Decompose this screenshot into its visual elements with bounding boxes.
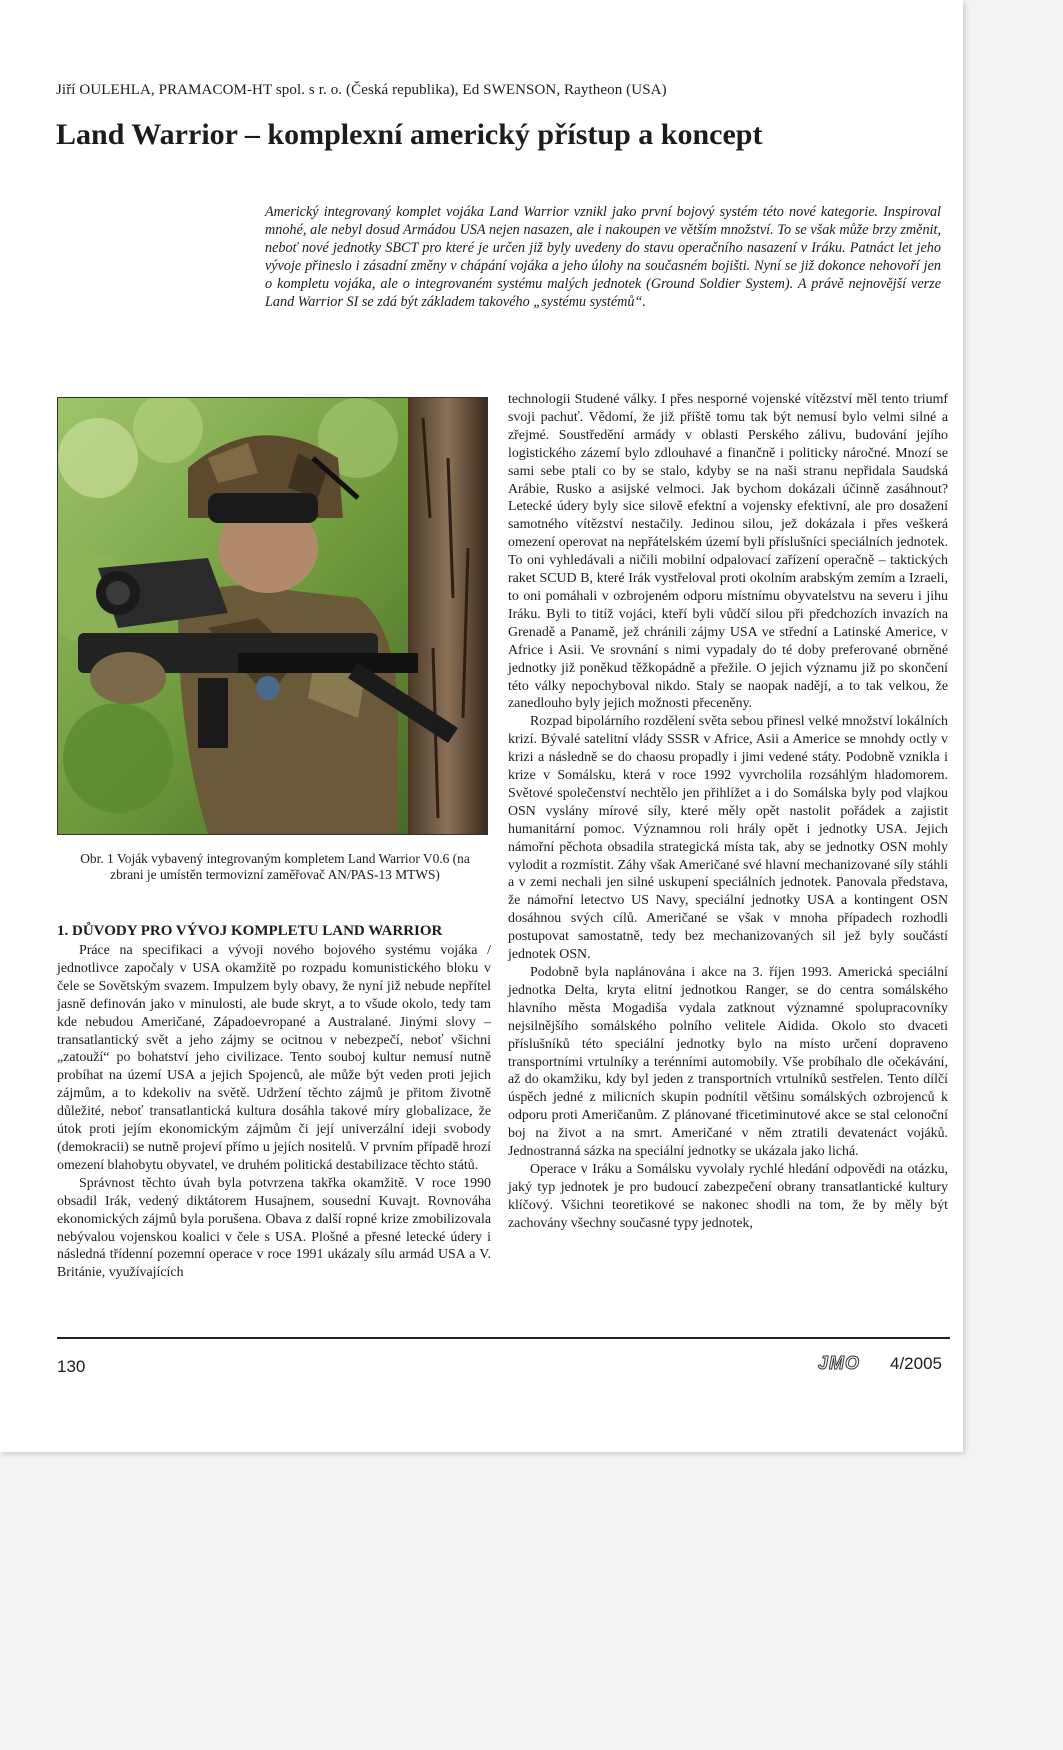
paragraph: Rozpad bipolárního rozdělení světa sebou přinesl velké množství lokálních krizí. Bývalé satelitní vlády SSSR v Africe, Asii a Americe se mnohdy octly v krizi a následně se do chaosu propadly i jimi vedené státy. Podobně vznikla i krize v Somálsku, která v roce 1992 vyvrcholila rozsáhlým hladomorem. Světové společenství nechtělo jen přihlížet a i do Somálska byly pod vlajkou OSN vyslány mírové síly, které měly opět nastolit pořádek a zajistit humanitární pomoc. Významnou roli hrály opět i jednotky USA. Jejich námořní pěchota obsadila strategická místa tak, aby se jednotky OSN mohly vylodit a rozmístit. Záhy však Američané své hlavní mechanizované síly stáhli a v zemi nechali jen silné uskupení speciálních jednotek. Panovala představa, že námořní letectvo US Navy, speciální jednotky USA a kontingent OSN dosáhnou svých cílů. Američané se však v mnoha případech rozhodli postupovat samostatně, tedy bez mechanizovaných sil jež byly součástí jednotek OSN. — [508, 714, 948, 963]
paragraph: technologii Studené války. I přes nesporné vojenské vítězství měl tento triumf svoji pachuť. Vědomí, že již příště tomu tak být nemusí bylo velmi silné a zřejmé. Soustředění armády v oblasti Perského zálivu, budování jejího logistického zázemí bylo zdlouhavé a finančně i politicky náročné. Mnozí se sami sebe ptali co by se stalo, kdyby se na naši stranu nepřidala Saudská Arábie, Rusko a asijské velmoci. Jak bychom dokázali účinně zasáhnout? Letecké údery byly sice silově efektní a vojensky efektivní, ale pro dosažení samotného vítězství nestačily. Jedinou silou, jež dokázala i přes veškerá omezení operovat na nepřátelském území byli příslušníci speciálních jednotek. To oni vyhledávali a ničili mobilní odpalovací zařízení operačně – taktických raket SCUD B, které Irák vystřeloval proti okolním arabským zemím a Izraeli, to oni pomáhali v ozbrojeném odporu místnímu obyvatelstvu na severu i jihu Iráku. Byli to titíž vojáci, kteří byli vůdčí silou při předchozích invazích na Grenadě a Panamě, jež chránili zájmy USA ve střední a Latinské Americe, v Africe i Asii. Ve srovnání s nimi vypadaly do té doby preferované obrněné jednotky již poněkud těžkopádně a přežile. O jejich významu již po skončení této války nepochyboval nikdo. Staly se naopak nadějí, a to tak velkou, že zanedlouho byly jejich možnosti přeceněny. — [508, 392, 948, 712]
paragraph: Podobně byla naplánována i akce na 3. říjen 1993. Americká speciální jednotka Delta, kryta elitní jednotkou Ranger, se do centra somálského hlavního města Mogadiša vydala zatknout významné spolupracovníky nejsilnějšího somálského polního velitele Aidida. Okolo sto dvaceti příslušníků této speciální jednotky bylo na místo určení dopraveno transportními vrtulníky a terénními automobily. Vše probíhalo dle očekávání, až do okamžiku, kdy byl jeden z transportních vrtulníků sestřelen. Tento dílčí úspěch jedné z milicních skupin podnítil většinu somálských ozbrojenců k odporu proti Američanům. Z plánované třicetiminutové akce se stal celonoční boj na život a na smrt. Američané v něm ztratili devatenáct vojáků. Jednostranná sázka na speciální jednotky se ukázala jako lichá. — [508, 965, 948, 1160]
paragraph: Práce na specifikaci a vývoji nového bojového systému vojáka / jednotlivce započaly v USA okamžitě po rozpadu komunistického bloku v čele se Sovětským svazem. Impulzem byly obavy, že nyní již nebude nepřítel jasně definován jako v minulosti, ale bude skryt, a to všude okolo, tedy tam kde nebudou Američané, Západoevropané a Australané. Jinými slovy – transatlantický svět a jeho zájmy se ocitnou v nebezpečí, neboť všichni „zatouží“ po bohatství jeho civilizace. Tento souboj kultur nemusí nutně probíhat na území USA a jejich Spojenců, ale může být veden proti jejich zájmům, a to kdekoliv na světě. Udržení těchto zájmů je přitom životně důležité, neboť transatlantická kultura dosáhla takové míry globalizace, že útok proti jejím ekonomickým zájmům či její univerzální ideji svobody (demokracii) se nutně projeví přímo u jejích nositelů. V prvním případě hrozí omezení blahobytu obyvatel, ve druhém politická destabilizace těchto států. — [57, 943, 491, 1173]
section-heading: 1. DŮVODY PRO VÝVOJ KOMPLETU LAND WARRIOR — [57, 923, 443, 939]
soldier-photo — [57, 397, 488, 835]
footer-rule — [57, 1337, 950, 1339]
article-title: Land Warrior – komplexní americký přístup a koncept — [56, 118, 763, 151]
issue-number: 4/2005 — [890, 1354, 942, 1373]
paragraph: Operace v Iráku a Somálsku vyvolaly rychlé hledání odpovědi na otázku, jaký typ jednotek je pro budoucí zabezpečení obrany transatlantické kultury klíčový. Všichni teoretikové se nakonec shodli na tom, že by měly být zachovány všechny současné typy jednotek, — [508, 1161, 948, 1231]
paragraph: Správnost těchto úvah byla potvrzena takřka okamžitě. V roce 1990 obsadil Irák, vedený diktátorem Husajnem, sousední Kuvajt. Rovnováha ekonomických zájmů byla porušena. Obava z další ropné krize zmobilizovala nebývalou vojenskou koalici v čele s USA. Plošné a přesné letecké údery i následná třídenní pozemní operace v roce 1991 ukázaly sílu armád USA a V. Británie, využívajících — [57, 1175, 491, 1281]
left-column — [57, 922, 491, 1282]
figure-caption: Obr. 1 Voják vybavený integrovaným kompletem Land Warrior V0.6 (na zbrani je umístěn termovizní zaměřovač AN/PAS-13 MTWS) — [80, 851, 470, 882]
article-abstract: Americký integrovaný komplet vojáka Land Warrior vznikl jako první bojový systém této nové kategorie. Inspiroval mnohé, ale nebyl dosud Armádou USA nejen nasazen, ale i nakoupen ve větším množství. To se však může brzy změnit, neboť nové jednotky SBCT pro které je určen již byly uvedeny do stavu operačního nasazení v Iráku. Patnáct let jeho vývoje přineslo i zásadní změny v chápání vojáka a jeho úlohy na současném bojišti. Nyní se již dokonce nehovoří jen o kompletu vojáka, ale o integrovaném systému malých jednotek (Ground Soldier System). A právě nejnovější verze Land Warrior SI se zdá být základem takového „systému systémů“. — [265, 204, 941, 310]
page-number: 130 — [57, 1357, 86, 1376]
right-column — [508, 391, 948, 1233]
authors-line: Jiří OULEHLA, PRAMACOM-HT spol. s r. o. (Česká republika), Ed SWENSON, Raytheon (USA) — [56, 82, 667, 98]
magazine-logo: JMO — [818, 1353, 861, 1373]
